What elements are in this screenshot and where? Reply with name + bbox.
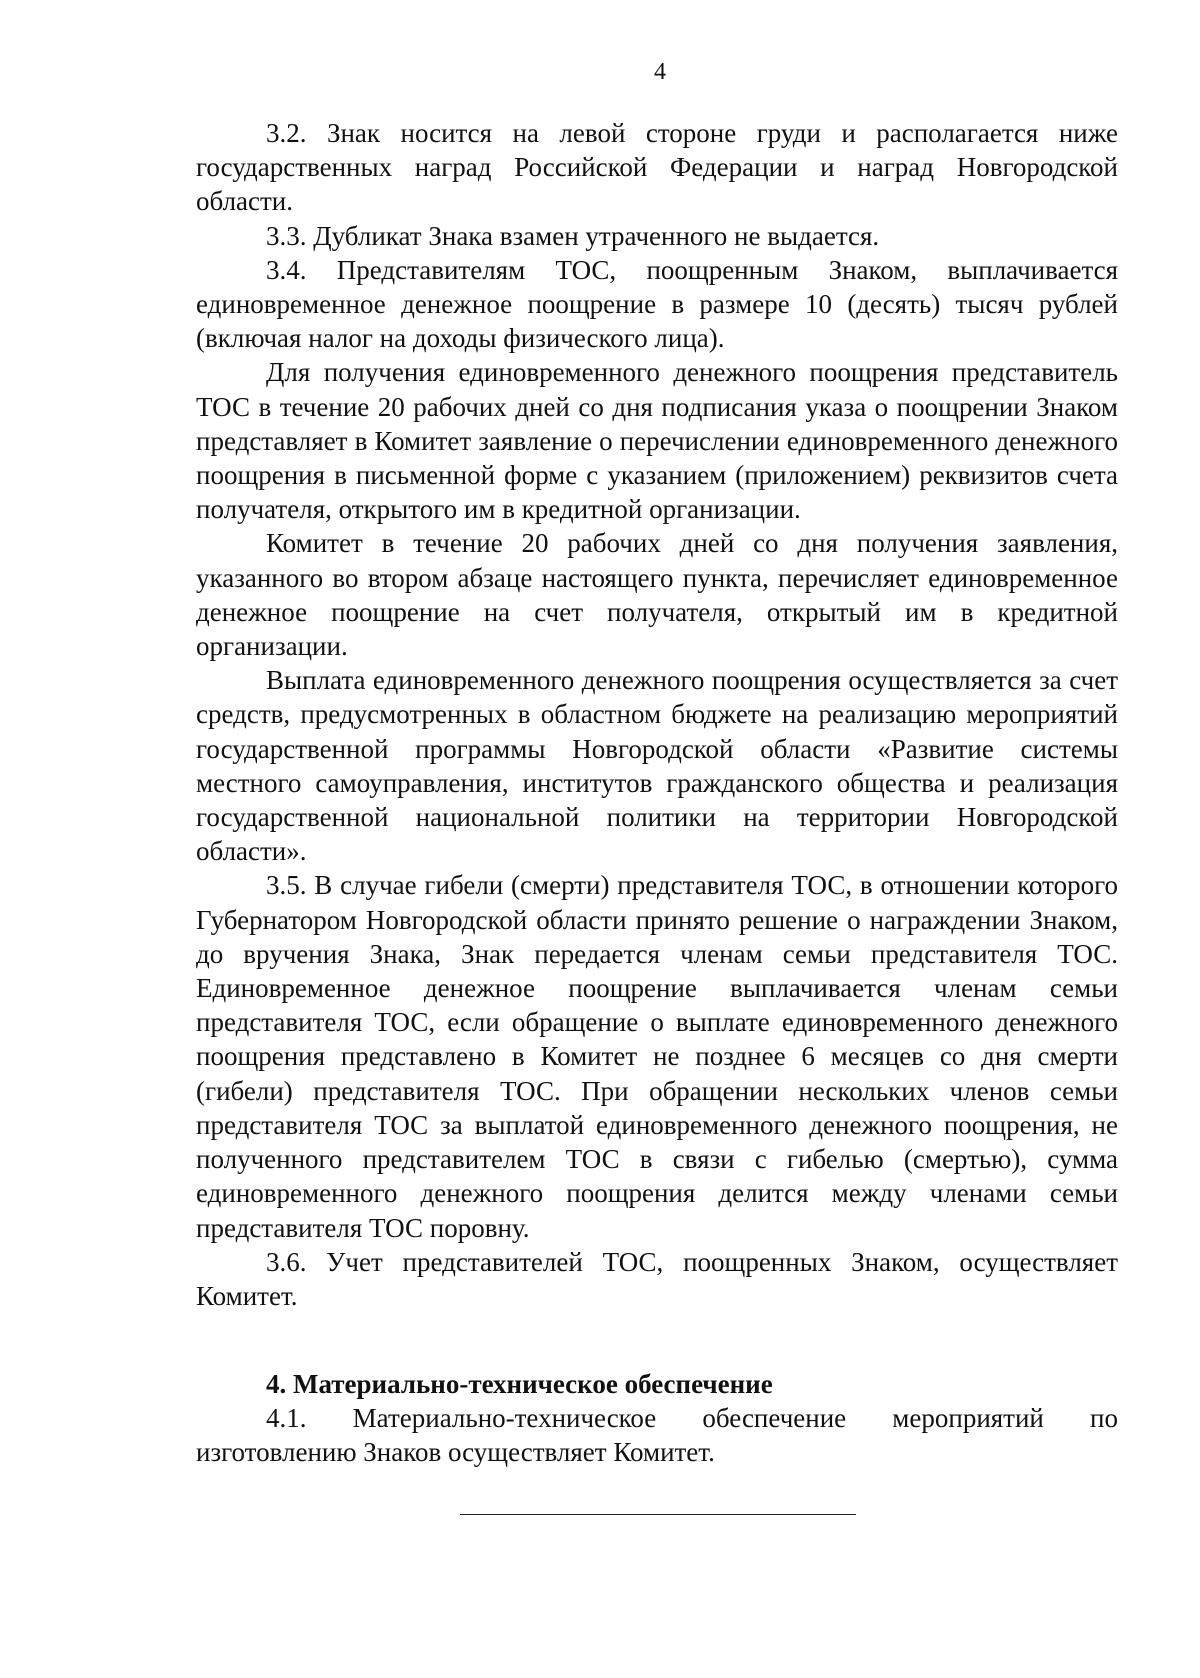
paragraph-4-1: 4.1. Материально-техническое обеспечение мероприятий по изготовлению Знаков осуществляет Комитет.: [196, 1403, 1118, 1468]
page-number: 4: [654, 59, 666, 85]
paragraph-3-4-transfer: Комитет в течение 20 рабочих дней со дня получения заявления, указанного во втором абзаце настоящего пункта, перечисляет единовременное денежное поощрение на счет получателя, открытый им в кредитной организации.: [196, 528, 1118, 662]
paragraph-3-4-funding: Выплата единовременного денежного поощрения осуществляется за счет средств, предусмотренных в областном бюджете на реализацию мероприятий государственной программы Новгородской области «Развитие системы местного самоуправления, институтов гражданского общества и реализация государственной национальной политики на территории Новгородской области».: [196, 665, 1118, 867]
paragraph-3-4-application: Для получения единовременного денежного поощрения представитель ТОС в течение 20 рабочих дней со дня подписания указа о поощрении Знаком представляет в Комитет заявление о перечислении единовременного денежного поощрения в письменной форме с указанием (приложением) реквизитов счета получателя, открытого им в кредитной организации.: [196, 357, 1118, 525]
paragraph-3-2: 3.2. Знак носится на левой стороне груди и располагается ниже государственных наград Российской Федерации и наград Новгородской области.: [196, 118, 1118, 217]
paragraph-3-4: 3.4. Представителям ТОС, поощренным Знаком, выплачивается единовременное денежное поощрение в размере 10 (десять) тысяч рублей (включая налог на доходы физического лица).: [196, 254, 1118, 354]
paragraph-3-6: 3.6. Учет представителей ТОС, поощренных Знаком, осуществляет Комитет.: [196, 1246, 1118, 1311]
document-body: [196, 116, 1118, 1470]
end-divider-line: [460, 1514, 856, 1515]
paragraph-3-3: 3.3. Дубликат Знака взамен утраченного не выдается.: [266, 220, 880, 251]
section-4-heading: 4. Материально-техническое обеспечение: [266, 1369, 773, 1400]
paragraph-3-5: 3.5. В случае гибели (смерти) представителя ТОС, в отношении которого Губернатором Новгородской области принято решение о награждении Знаком, до вручения Знака, Знак передается членам семьи представителя ТОС. Единовременное денежное поощрение выплачивается членам семьи представителя ТОС, если обращение о выплате единовременного денежного поощрения представлено в Комитет не позднее 6 месяцев со дня смерти (гибели) представителя ТОС. При обращении нескольких членов семьи представителя ТОС за выплатой единовременного денежного поощрения, не полученного представителем ТОС в связи с гибелью (смертью), сумма единовременного денежного поощрения делится между членами семьи представителя ТОС поровну.: [196, 870, 1118, 1243]
